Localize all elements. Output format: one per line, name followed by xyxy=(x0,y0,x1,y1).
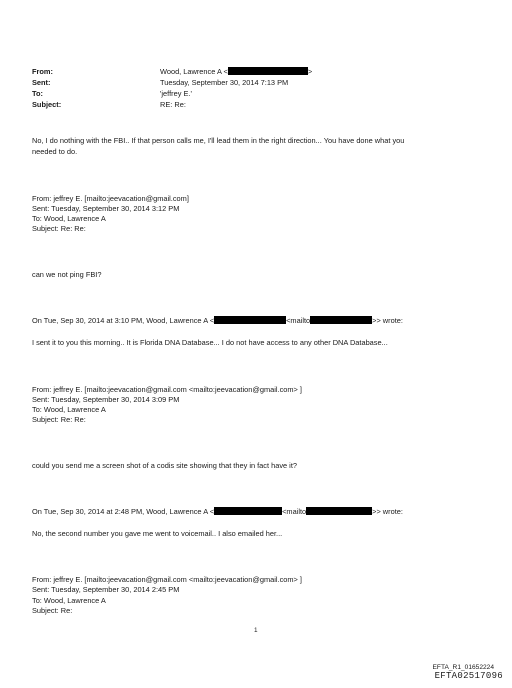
from-name: Wood, Lawrence A < xyxy=(160,67,228,76)
quote-1-from: From: jeffrey E. [mailto:jeevacation@gmail.com] xyxy=(32,194,189,203)
sent-label: Sent: xyxy=(32,78,51,87)
redaction-box xyxy=(214,507,282,515)
quote-3-to: To: Wood, Lawrence A xyxy=(32,596,106,605)
reply-line-1: No, I do nothing with the FBI.. If that person calls me, I'll lead them in the right direction... You have done what you xyxy=(32,136,405,145)
quote-1-sent: Sent: Tuesday, September 30, 2014 3:12 PM xyxy=(32,204,180,213)
wrote-1-line xyxy=(32,316,403,326)
subject-value: RE: Re: xyxy=(160,100,186,109)
sent-value: Tuesday, September 30, 2014 7:13 PM xyxy=(160,78,289,87)
quote-3-from: From: jeffrey E. [mailto:jeevacation@gmail.com <mailto:jeevacation@gmail.com> ] xyxy=(32,575,302,584)
to-label: To: xyxy=(32,89,43,98)
from-label: From: xyxy=(32,67,53,76)
wrote-2-prefix: On Tue, Sep 30, 2014 at 2:48 PM, Wood, Lawrence A < xyxy=(32,507,215,516)
quote-2-from: From: jeffrey E. [mailto:jeevacation@gmail.com <mailto:jeevacation@gmail.com> ] xyxy=(32,385,302,394)
redaction-box xyxy=(306,507,372,515)
wrote-1-prefix: On Tue, Sep 30, 2014 at 3:10 PM, Wood, Lawrence A < xyxy=(32,316,215,325)
quote-2-body: could you send me a screen shot of a codis site showing that they in fact have it? xyxy=(32,461,297,470)
bates-number-large: EFTA02517096 xyxy=(434,671,503,681)
quote-2-to: To: Wood, Lawrence A xyxy=(32,405,106,414)
wrote-2-suffix: >> wrote: xyxy=(372,507,403,516)
redaction-box xyxy=(214,316,286,324)
wrote-1-body: I sent it to you this morning.. It is Florida DNA Database... I do not have access to any other DNA Database... xyxy=(32,338,388,347)
quote-3-sent: Sent: Tuesday, September 30, 2014 2:45 PM xyxy=(32,585,180,594)
to-value: 'jeffrey E.' xyxy=(160,89,192,98)
quote-3-subject: Subject: Re: xyxy=(32,606,73,615)
wrote-1-suffix: >> wrote: xyxy=(372,316,403,325)
quote-1-subject: Subject: Re: Re: xyxy=(32,224,86,233)
quote-1-body: can we not ping FBI? xyxy=(32,270,102,279)
subject-label: Subject: xyxy=(32,100,62,109)
wrote-2-body: No, the second number you gave me went to voicemail.. I also emailed her... xyxy=(32,529,283,538)
from-end: > xyxy=(307,67,313,76)
from-value xyxy=(160,67,312,77)
redaction-box xyxy=(310,316,372,324)
reply-line-2: needed to do. xyxy=(32,147,78,156)
quote-2-sent: Sent: Tuesday, September 30, 2014 3:09 PM xyxy=(32,395,180,404)
wrote-2-line xyxy=(32,507,403,517)
quote-1-to: To: Wood, Lawrence A xyxy=(32,214,106,223)
wrote-2-mailto: <mailto xyxy=(282,507,307,516)
redaction-box xyxy=(228,67,308,75)
page-number: 1 xyxy=(254,627,258,634)
quote-2-subject: Subject: Re: Re: xyxy=(32,415,86,424)
wrote-1-mailto: <mailto xyxy=(286,316,311,325)
bates-number-small: EFTA_R1_01652224 xyxy=(432,664,494,671)
